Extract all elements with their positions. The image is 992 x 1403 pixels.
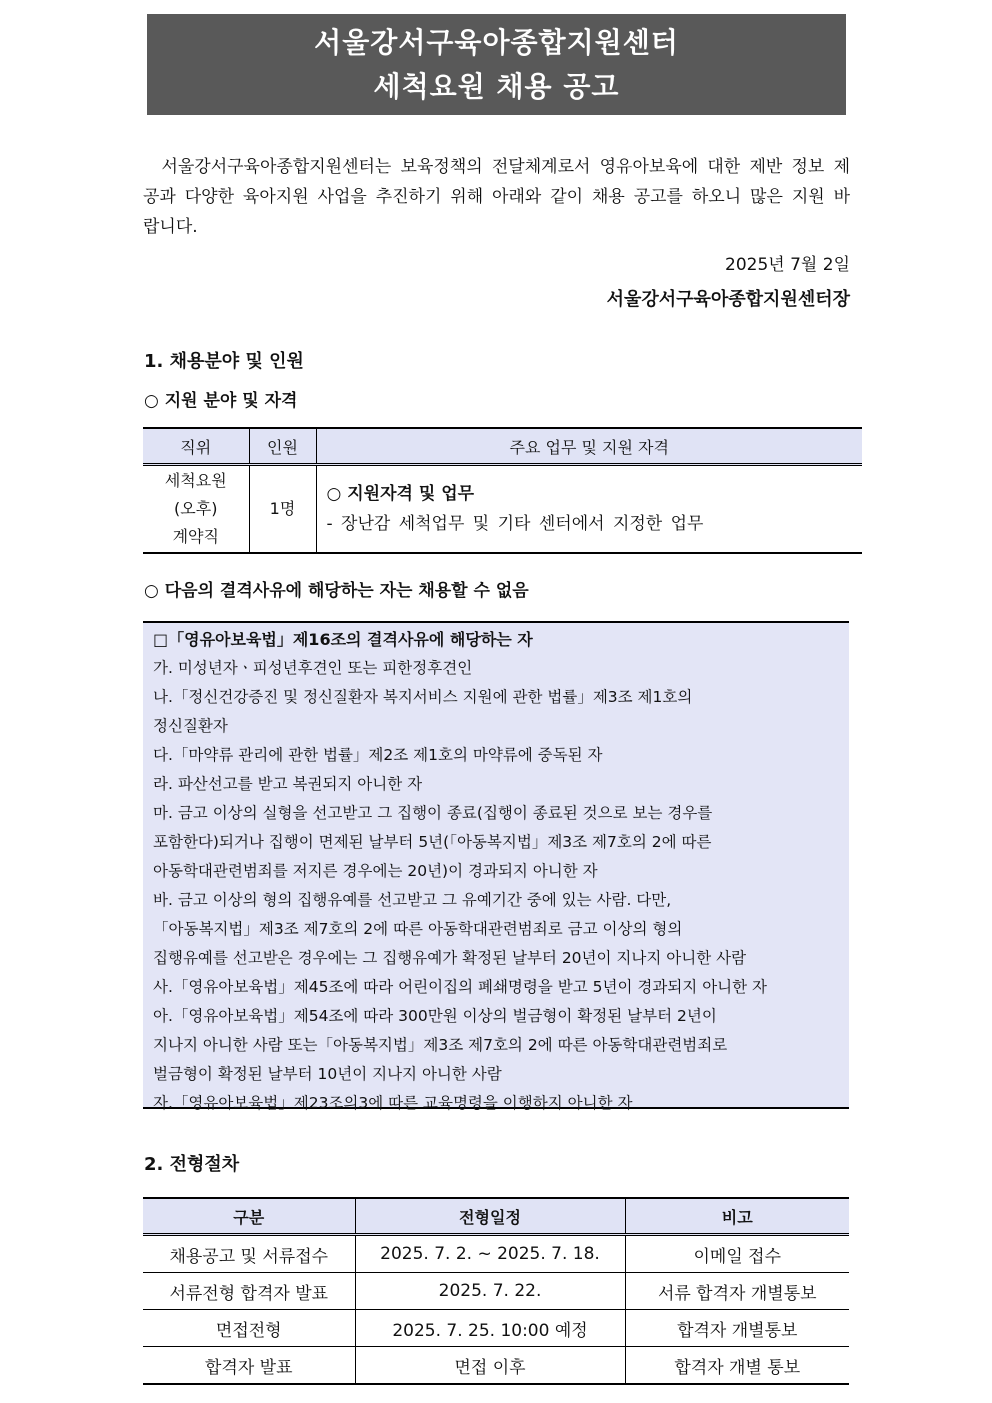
stage-cell: 면접전형 bbox=[143, 1310, 355, 1347]
note-cell: 합격자 개별통보 bbox=[625, 1310, 849, 1347]
position-table bbox=[143, 427, 862, 554]
duty-item: - 장난감 세척업무 및 기타 센터에서 지정한 업무 bbox=[326, 514, 704, 534]
disqualification-line: 마. 금고 이상의 실형을 선고받고 그 집행이 종료(집행이 종료된 것으로 보는 경우를 bbox=[153, 804, 713, 822]
disqualification-line: 나.「정신건강증진 및 정신질환자 복지서비스 지원에 관한 법률」제3조 제1호의 bbox=[153, 688, 693, 706]
section-1-heading: 1. 채용분야 및 인원 bbox=[144, 351, 304, 372]
disqualification-line: 「아동복지법」제3조 제7호의 2에 따른 아동학대관련범죄로 금고 이상의 형의 bbox=[153, 920, 683, 938]
note-cell: 합격자 개별 통보 bbox=[625, 1347, 849, 1385]
note-cell: 서류 합격자 개별통보 bbox=[625, 1273, 849, 1310]
schedule-cell: 면접 이후 bbox=[355, 1347, 625, 1385]
duty-title: ○ 지원자격 및 업무 bbox=[326, 484, 475, 504]
disqualify-heading: ○ 다음의 결격사유에 해당하는 자는 채용할 수 없음 bbox=[144, 581, 529, 601]
disqualification-line: 자.「영유아보육법」제23조의3에 따른 교육명령을 이행하지 아니한 자 bbox=[153, 1094, 633, 1112]
disqualification-line: 집행유예를 선고받은 경우에는 그 집행유예가 확정된 날부터 20년이 지나지 아니한 사람 bbox=[153, 949, 747, 967]
col-header-note: 비고 bbox=[625, 1198, 849, 1235]
section-2-heading: 2. 전형절차 bbox=[144, 1154, 240, 1175]
disqualification-head: □「영유아보육법」제16조의 결격사유에 해당하는 자 bbox=[153, 630, 533, 649]
position-line: 세척요원 bbox=[164, 471, 227, 490]
position-line: (오후) bbox=[174, 499, 218, 518]
disqualification-line: 벌금형이 확정된 날부터 10년이 지나지 아니한 사람 bbox=[153, 1065, 502, 1083]
disqualification-line: 사.「영유아보육법」제45조에 따라 어린이집의 폐쇄명령을 받고 5년이 경과되지 아니한 자 bbox=[153, 978, 768, 996]
intro-text: 서울강서구육아종합지원센터는 보육정책의 전달체계로서 영유아보육에 대한 제반 정보 제공과 다양한 육아지원 사업을 추진하기 위해 아래와 같이 채용 공고를 하오니 많은 지원 바랍니다. bbox=[143, 157, 850, 237]
disqualification-line: 바. 금고 이상의 형의 집행유예를 선고받고 그 유예기간 중에 있는 사람. 다만, bbox=[153, 891, 672, 909]
disqualification-line: 가. 미성년자ㆍ피성년후견인 또는 피한정후견인 bbox=[153, 659, 473, 677]
title-line-1: 서울강서구육아종합지원센터 bbox=[314, 25, 679, 59]
table-row bbox=[143, 1310, 849, 1347]
stage-cell: 합격자 발표 bbox=[143, 1347, 355, 1385]
table-row bbox=[143, 1273, 849, 1310]
col-header-position: 직위 bbox=[143, 428, 249, 465]
count-cell: 1명 bbox=[249, 465, 316, 554]
schedule-cell: 2025. 7. 2. ~ 2025. 7. 18. bbox=[355, 1235, 625, 1273]
stage-cell: 서류전형 합격자 발표 bbox=[143, 1273, 355, 1310]
table-row bbox=[143, 1235, 849, 1273]
disqualification-line: 정신질환자 bbox=[153, 717, 228, 735]
position-line: 계약직 bbox=[172, 527, 219, 546]
position-table-row bbox=[143, 465, 862, 554]
disqualification-line: 라. 파산선고를 받고 복권되지 아니한 자 bbox=[153, 775, 423, 793]
section-1-subheading: ○ 지원 분야 및 자격 bbox=[144, 391, 298, 411]
stage-cell: 채용공고 및 서류접수 bbox=[143, 1235, 355, 1273]
disqualification-line: 아동학대관련범죄를 저지른 경우에는 20년)이 경과되지 아니한 자 bbox=[153, 862, 598, 880]
title-banner bbox=[147, 14, 846, 115]
disqualification-line: 포함한다)되거나 집행이 면제된 날부터 5년(「아동복지법」제3조 제7호의 2에 따른 bbox=[153, 833, 712, 851]
position-cell bbox=[143, 465, 249, 554]
disqualification-line: 아.「영유아보육법」제54조에 따라 300만원 이상의 벌금형이 확정된 날부터 2년이 bbox=[153, 1007, 717, 1025]
disqualification-box bbox=[143, 621, 849, 1112]
duty-cell bbox=[316, 465, 862, 554]
title-line-2: 세척요원 채용 공고 bbox=[373, 69, 620, 103]
schedule-table bbox=[143, 1197, 849, 1385]
schedule-table-header bbox=[143, 1198, 849, 1235]
disqualification-line: 지나지 아니한 사람 또는「아동복지법」제3조 제7호의 2에 따른 아동학대관련범죄로 bbox=[153, 1036, 728, 1054]
disqualification-line: 다.「마약류 관리에 관한 법률」제2조 제1호의 마약류에 중독된 자 bbox=[153, 746, 603, 764]
intro-paragraph bbox=[143, 152, 850, 242]
notice-date: 2025년 7월 2일 bbox=[725, 255, 850, 275]
position-table-header bbox=[143, 428, 862, 465]
col-header-count: 인원 bbox=[249, 428, 316, 465]
issuer-name: 서울강서구육아종합지원센터장 bbox=[606, 289, 850, 310]
col-header-duties: 주요 업무 및 지원 자격 bbox=[316, 428, 862, 465]
note-cell: 이메일 접수 bbox=[625, 1235, 849, 1273]
col-header-schedule: 전형일정 bbox=[355, 1198, 625, 1235]
col-header-stage: 구분 bbox=[143, 1198, 355, 1235]
table-row bbox=[143, 1347, 849, 1385]
schedule-cell: 2025. 7. 25. 10:00 예정 bbox=[355, 1310, 625, 1347]
schedule-cell: 2025. 7. 22. bbox=[355, 1273, 625, 1310]
